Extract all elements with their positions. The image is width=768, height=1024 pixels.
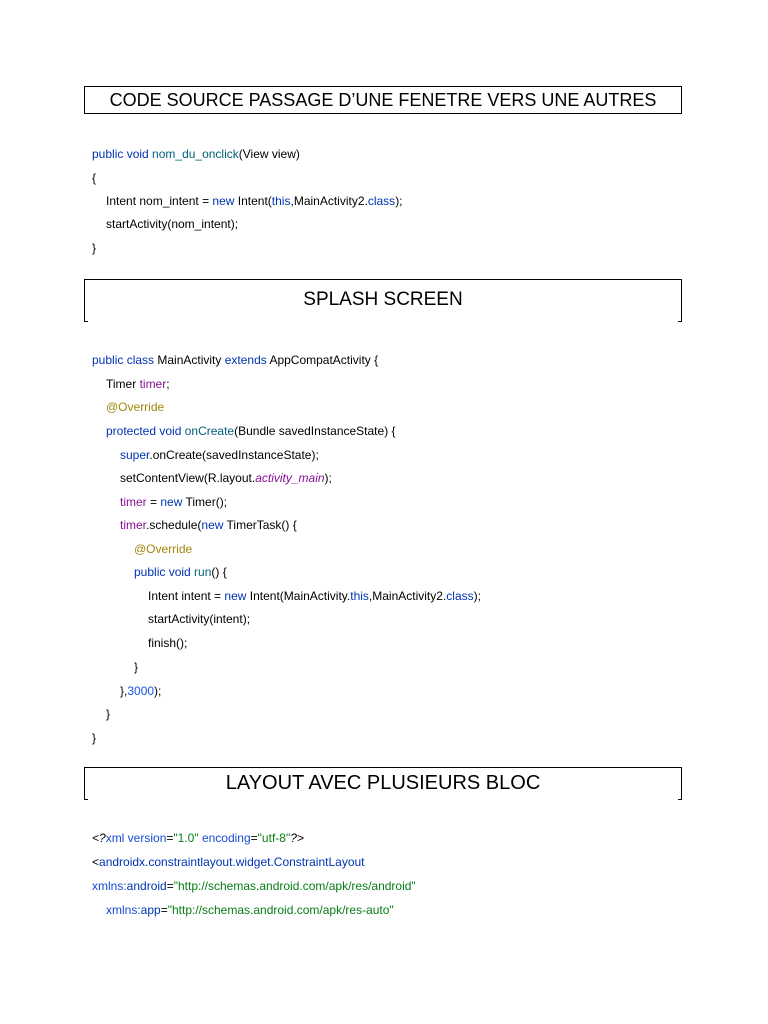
code-line bbox=[106, 706, 110, 722]
code-token: <? bbox=[92, 831, 106, 845]
code-line bbox=[120, 517, 297, 533]
code-token: android bbox=[126, 879, 167, 893]
code-token: (Bundle savedInstanceState) { bbox=[234, 424, 396, 438]
code-token: } bbox=[134, 660, 139, 674]
code-token: "utf-8" bbox=[257, 831, 291, 845]
code-token: ; bbox=[166, 377, 170, 391]
code-token: < bbox=[92, 855, 100, 869]
code-token: this bbox=[350, 589, 369, 603]
code-token: app bbox=[140, 903, 161, 917]
code-token: } bbox=[106, 707, 111, 721]
code-token: timer bbox=[120, 495, 150, 509]
code-token: Timer(); bbox=[185, 495, 228, 509]
code-token: new bbox=[201, 518, 227, 532]
code-token: extends bbox=[224, 353, 270, 367]
code-token: ); bbox=[324, 471, 332, 485]
code-line bbox=[106, 399, 164, 415]
code-token: super bbox=[120, 448, 150, 462]
code-token: ); bbox=[395, 194, 403, 208]
code-token: AppCompatActivity { bbox=[269, 353, 379, 367]
code-token: TimerTask() { bbox=[226, 518, 297, 532]
code-token: @Override bbox=[134, 542, 193, 556]
code-line bbox=[92, 854, 365, 870]
code-line bbox=[92, 146, 300, 162]
code-token: androidx.constraintlayout.widget.ConstraintLayout bbox=[99, 855, 365, 869]
code-token: run bbox=[194, 565, 212, 579]
code-line bbox=[134, 541, 192, 557]
code-token: xmlns: bbox=[92, 879, 127, 893]
code-token: @Override bbox=[106, 400, 165, 414]
code-token: new bbox=[212, 194, 238, 208]
code-line bbox=[134, 659, 138, 675]
code-token: class bbox=[367, 194, 396, 208]
code-line bbox=[92, 878, 416, 894]
code-token: onCreate bbox=[184, 424, 235, 438]
code-token: Intent( bbox=[237, 194, 272, 208]
code-line bbox=[106, 376, 170, 392]
code-token: Intent nom_intent = bbox=[106, 194, 213, 208]
code-token: = bbox=[150, 495, 161, 509]
code-line bbox=[106, 216, 238, 232]
code-token: Timer bbox=[106, 377, 140, 391]
section-heading-layout: LAYOUT AVEC PLUSIEURS BLOC bbox=[84, 767, 682, 799]
code-token: this bbox=[271, 194, 291, 208]
code-token: class bbox=[446, 589, 474, 603]
code-token: Intent(MainActivity. bbox=[249, 589, 351, 603]
code-line bbox=[92, 240, 96, 256]
code-line bbox=[92, 730, 96, 746]
code-token: activity_main bbox=[255, 471, 325, 485]
code-token: "http://schemas.android.com/apk/res-auto" bbox=[167, 903, 394, 917]
code-token: }, bbox=[120, 684, 128, 698]
code-token: public class bbox=[92, 353, 158, 367]
code-token: xml version bbox=[105, 831, 167, 845]
code-line bbox=[134, 564, 227, 580]
code-token: encoding bbox=[201, 831, 251, 845]
code-line bbox=[92, 352, 378, 368]
code-token: new bbox=[224, 589, 250, 603]
code-token: "1.0" bbox=[173, 831, 202, 845]
code-line bbox=[120, 447, 319, 463]
code-token: { bbox=[92, 171, 97, 185]
code-token: startActivity(nom_intent); bbox=[106, 217, 239, 231]
code-token: protected void bbox=[106, 424, 185, 438]
code-token: 3000 bbox=[127, 684, 155, 698]
code-line bbox=[92, 830, 304, 846]
code-line bbox=[148, 635, 187, 651]
code-token: } bbox=[92, 241, 97, 255]
code-line bbox=[148, 588, 481, 604]
code-token: ); bbox=[473, 589, 481, 603]
code-token: nom_du_onclick bbox=[152, 147, 239, 161]
code-token: ,MainActivity2. bbox=[290, 194, 368, 208]
code-token: .onCreate(savedInstanceState); bbox=[149, 448, 319, 462]
code-token: public void bbox=[134, 565, 195, 579]
code-token: startActivity(intent); bbox=[148, 612, 251, 626]
code-line bbox=[120, 494, 227, 510]
code-token: = bbox=[166, 879, 174, 893]
section-heading-splash: SPLASH SCREEN bbox=[84, 279, 682, 321]
code-line bbox=[106, 902, 394, 918]
code-line bbox=[120, 470, 332, 486]
code-token: MainActivity bbox=[157, 353, 225, 367]
code-line bbox=[92, 170, 96, 186]
code-token: timer bbox=[120, 518, 147, 532]
code-token: public void bbox=[92, 147, 153, 161]
code-token: = bbox=[166, 831, 174, 845]
code-token: new bbox=[160, 495, 186, 509]
code-line bbox=[120, 683, 161, 699]
code-token: xmlns: bbox=[106, 903, 141, 917]
code-token: .schedule( bbox=[146, 518, 202, 532]
code-token: (View view) bbox=[238, 147, 300, 161]
code-token: timer bbox=[139, 377, 167, 391]
code-token: = bbox=[250, 831, 258, 845]
code-token: Intent intent = bbox=[148, 589, 225, 603]
code-token: () { bbox=[211, 565, 227, 579]
code-line bbox=[106, 423, 396, 439]
code-token: = bbox=[160, 903, 168, 917]
code-token: } bbox=[92, 731, 97, 745]
code-token: ,MainActivity2. bbox=[368, 589, 447, 603]
code-line bbox=[148, 611, 250, 627]
section-heading-onclick: CODE SOURCE PASSAGE D’UNE FENETRE VERS UNE AUTRES bbox=[84, 86, 682, 114]
code-token: ); bbox=[154, 684, 162, 698]
code-token: finish(); bbox=[148, 636, 188, 650]
code-line bbox=[106, 193, 403, 209]
code-token: "http://schemas.android.com/apk/res/android" bbox=[173, 879, 416, 893]
code-token: ?> bbox=[290, 831, 304, 845]
code-token: setContentView(R.layout. bbox=[120, 471, 256, 485]
